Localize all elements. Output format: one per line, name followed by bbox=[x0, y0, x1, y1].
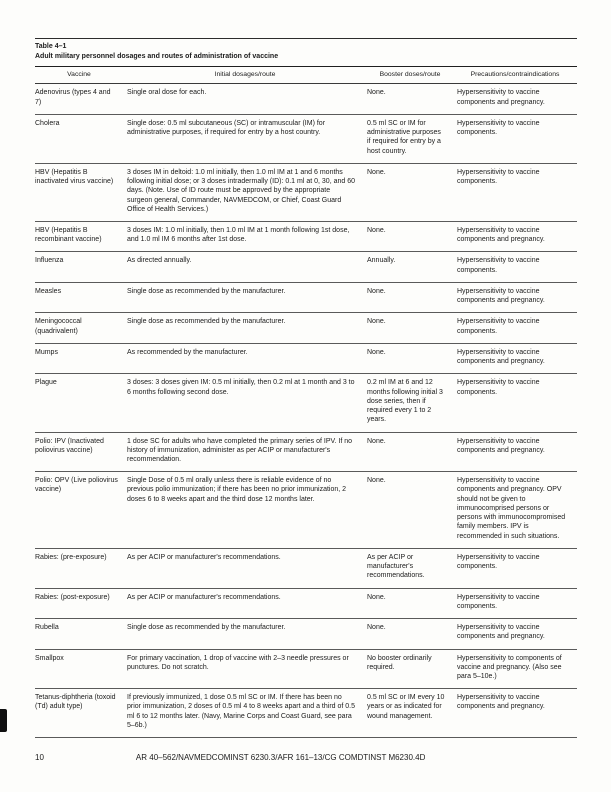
table-row bbox=[35, 222, 577, 252]
cell-precautions: Hypersensitivity to components of vaccine and pregnancy. (Also see para 5–10e.) bbox=[457, 649, 577, 689]
table-region bbox=[35, 38, 577, 738]
cell-initial: Single dose as recommended by the manufacturer. bbox=[127, 313, 367, 343]
cell-precautions: Hypersensitivity to vaccine components. bbox=[457, 163, 577, 221]
cell-precautions: Hypersensitivity to vaccine components. bbox=[457, 374, 577, 432]
cell-booster: None. bbox=[367, 472, 457, 549]
table-row bbox=[35, 588, 577, 618]
cell-booster: None. bbox=[367, 432, 457, 472]
table-row bbox=[35, 84, 577, 114]
cell-precautions: Hypersensitivity to vaccine components and pregnancy. bbox=[457, 222, 577, 252]
cell-vaccine: Influenza bbox=[35, 252, 127, 282]
table-row bbox=[35, 313, 577, 343]
vaccine-table-body bbox=[35, 84, 577, 738]
cell-booster: None. bbox=[367, 84, 457, 114]
cell-precautions: Hypersensitivity to vaccine components and pregnancy. bbox=[457, 689, 577, 738]
cell-vaccine: Rubella bbox=[35, 619, 127, 649]
cell-initial: Single oral dose for each. bbox=[127, 84, 367, 114]
col-header-precautions: Precautions/contraindications bbox=[457, 66, 577, 84]
table-row bbox=[35, 374, 577, 432]
cell-vaccine: HBV (Hepatitis B recombinant vaccine) bbox=[35, 222, 127, 252]
table-row bbox=[35, 252, 577, 282]
table-row bbox=[35, 282, 577, 312]
cell-vaccine: HBV (Hepatitis B inactivated virus vaccine) bbox=[35, 163, 127, 221]
page-number: 10 bbox=[35, 753, 44, 762]
vaccine-table bbox=[35, 66, 577, 739]
cell-vaccine: Smallpox bbox=[35, 649, 127, 689]
table-row bbox=[35, 343, 577, 373]
cell-booster: None. bbox=[367, 313, 457, 343]
cell-booster: 0.2 ml IM at 6 and 12 months following initial 3 dose series, then if required every 1 to 2 years. bbox=[367, 374, 457, 432]
cell-initial: 3 doses IM in deltoid: 1.0 ml initially, then 1.0 ml IM at 1 and 6 months following initial dose; or 3 doses intradermally (ID): 0.1 ml at 0, 30, and 60 days. (Note. Use of ID route must be approved by the appropriate surgeon general, Commander, NAVMEDCOM, or Chief, Coast Guard Office of Health Services.) bbox=[127, 163, 367, 221]
table-header-row bbox=[35, 66, 577, 84]
cell-initial: 3 doses IM: 1.0 ml initially, then 1.0 ml IM at 1 month following 1st dose, and 1.0 ml IM 6 months after 1st dose. bbox=[127, 222, 367, 252]
page-footer bbox=[35, 753, 577, 762]
document-citation: AR 40–562/NAVMEDCOMINST 6230.3/AFR 161–13/CG COMDTINST M6230.4D bbox=[135, 753, 426, 762]
cell-initial: As per ACIP or manufacturer's recommendations. bbox=[127, 588, 367, 618]
cell-vaccine: Rabies: (post-exposure) bbox=[35, 588, 127, 618]
cell-initial: As per ACIP or manufacturer's recommendations. bbox=[127, 548, 367, 588]
cell-vaccine: Tetanus-diphtheria (toxoid (Td) adult type) bbox=[35, 689, 127, 738]
cell-booster: None. bbox=[367, 163, 457, 221]
cell-precautions: Hypersensitivity to vaccine components and pregnancy. bbox=[457, 84, 577, 114]
cell-booster: None. bbox=[367, 222, 457, 252]
scan-artifact bbox=[0, 709, 7, 732]
cell-booster: As per ACIP or manufacturer's recommendations. bbox=[367, 548, 457, 588]
table-row bbox=[35, 163, 577, 221]
cell-precautions: Hypersensitivity to vaccine components. bbox=[457, 252, 577, 282]
cell-initial: 1 dose SC for adults who have completed the primary series of IPV. If no history of immunization, administer as per ACIP or manufacturer's recommendation. bbox=[127, 432, 367, 472]
cell-booster: 0.5 ml SC or IM for administrative purposes if required for entry by a host country. bbox=[367, 114, 457, 163]
cell-vaccine: Polio: OPV (Live poliovirus vaccine) bbox=[35, 472, 127, 549]
cell-booster: No booster ordinarily required. bbox=[367, 649, 457, 689]
cell-precautions: Hypersensitivity to vaccine components. bbox=[457, 313, 577, 343]
cell-initial: Single dose: 0.5 ml subcutaneous (SC) or intramuscular (IM) for administrative purposes, if required for entry by a host country. bbox=[127, 114, 367, 163]
cell-booster: None. bbox=[367, 282, 457, 312]
col-header-booster-doses: Booster doses/route bbox=[367, 66, 457, 84]
cell-initial: If previously immunized, 1 dose 0.5 ml SC or IM. If there has been no prior immunization, 2 doses of 0.5 ml 4 to 8 weeks apart and a third of 0.5 ml 6 to 12 months later. (Navy, Marine Corps and Coast Guard, see para 5–6b.) bbox=[127, 689, 367, 738]
table-row bbox=[35, 649, 577, 689]
cell-initial: Single dose as recommended by the manufacturer. bbox=[127, 282, 367, 312]
col-header-vaccine: Vaccine bbox=[35, 66, 127, 84]
cell-vaccine: Polio: IPV (Inactivated poliovirus vaccine) bbox=[35, 432, 127, 472]
cell-initial: For primary vaccination, 1 drop of vaccine with 2–3 needle pressures or punctures. Do not scratch. bbox=[127, 649, 367, 689]
cell-vaccine: Mumps bbox=[35, 343, 127, 373]
table-number: Table 4–1 bbox=[35, 43, 67, 50]
cell-precautions: Hypersensitivity to vaccine components and pregnancy. bbox=[457, 282, 577, 312]
cell-vaccine: Measles bbox=[35, 282, 127, 312]
cell-precautions: Hypersensitivity to vaccine components and pregnancy. bbox=[457, 432, 577, 472]
top-rule bbox=[35, 38, 577, 39]
cell-initial: As recommended by the manufacturer. bbox=[127, 343, 367, 373]
cell-initial: Single dose as recommended by the manufacturer. bbox=[127, 619, 367, 649]
table-row bbox=[35, 548, 577, 588]
cell-initial: Single Dose of 0.5 ml orally unless there is reliable evidence of no previous polio immunization; if there has been no prior immunization, 2 doses 6 to 8 weeks apart and the third dose 12 months later. bbox=[127, 472, 367, 549]
col-header-initial-dosages: Initial dosages/route bbox=[127, 66, 367, 84]
table-row bbox=[35, 114, 577, 163]
cell-vaccine: Adenovirus (types 4 and 7) bbox=[35, 84, 127, 114]
cell-vaccine: Cholera bbox=[35, 114, 127, 163]
table-row bbox=[35, 689, 577, 738]
cell-precautions: Hypersensitivity to vaccine components and pregnancy. OPV should not be given to immunocomprised persons or persons with immunocompromised family members. IPV is recommended in such situations. bbox=[457, 472, 577, 549]
cell-vaccine: Plague bbox=[35, 374, 127, 432]
cell-vaccine: Meningococcal (quadrivalent) bbox=[35, 313, 127, 343]
cell-booster: Annually. bbox=[367, 252, 457, 282]
table-row bbox=[35, 432, 577, 472]
cell-precautions: Hypersensitivity to vaccine components. bbox=[457, 114, 577, 163]
cell-vaccine: Rabies: (pre-exposure) bbox=[35, 548, 127, 588]
cell-booster: None. bbox=[367, 343, 457, 373]
cell-precautions: Hypersensitivity to vaccine components. bbox=[457, 548, 577, 588]
cell-precautions: Hypersensitivity to vaccine components and pregnancy. bbox=[457, 343, 577, 373]
cell-booster: 0.5 ml SC or IM every 10 years or as indicated for wound management. bbox=[367, 689, 457, 738]
cell-initial: 3 doses: 3 doses given IM: 0.5 ml initially, then 0.2 ml at 1 month and 3 to 6 months following second dose. bbox=[127, 374, 367, 432]
cell-booster: None. bbox=[367, 588, 457, 618]
cell-initial: As directed annually. bbox=[127, 252, 367, 282]
cell-booster: None. bbox=[367, 619, 457, 649]
cell-precautions: Hypersensitivity to vaccine components. bbox=[457, 588, 577, 618]
table-row bbox=[35, 619, 577, 649]
table-title: Adult military personnel dosages and routes of administration of vaccine bbox=[35, 52, 279, 60]
table-row bbox=[35, 472, 577, 549]
cell-precautions: Hypersensitivity to vaccine components and pregnancy. bbox=[457, 619, 577, 649]
